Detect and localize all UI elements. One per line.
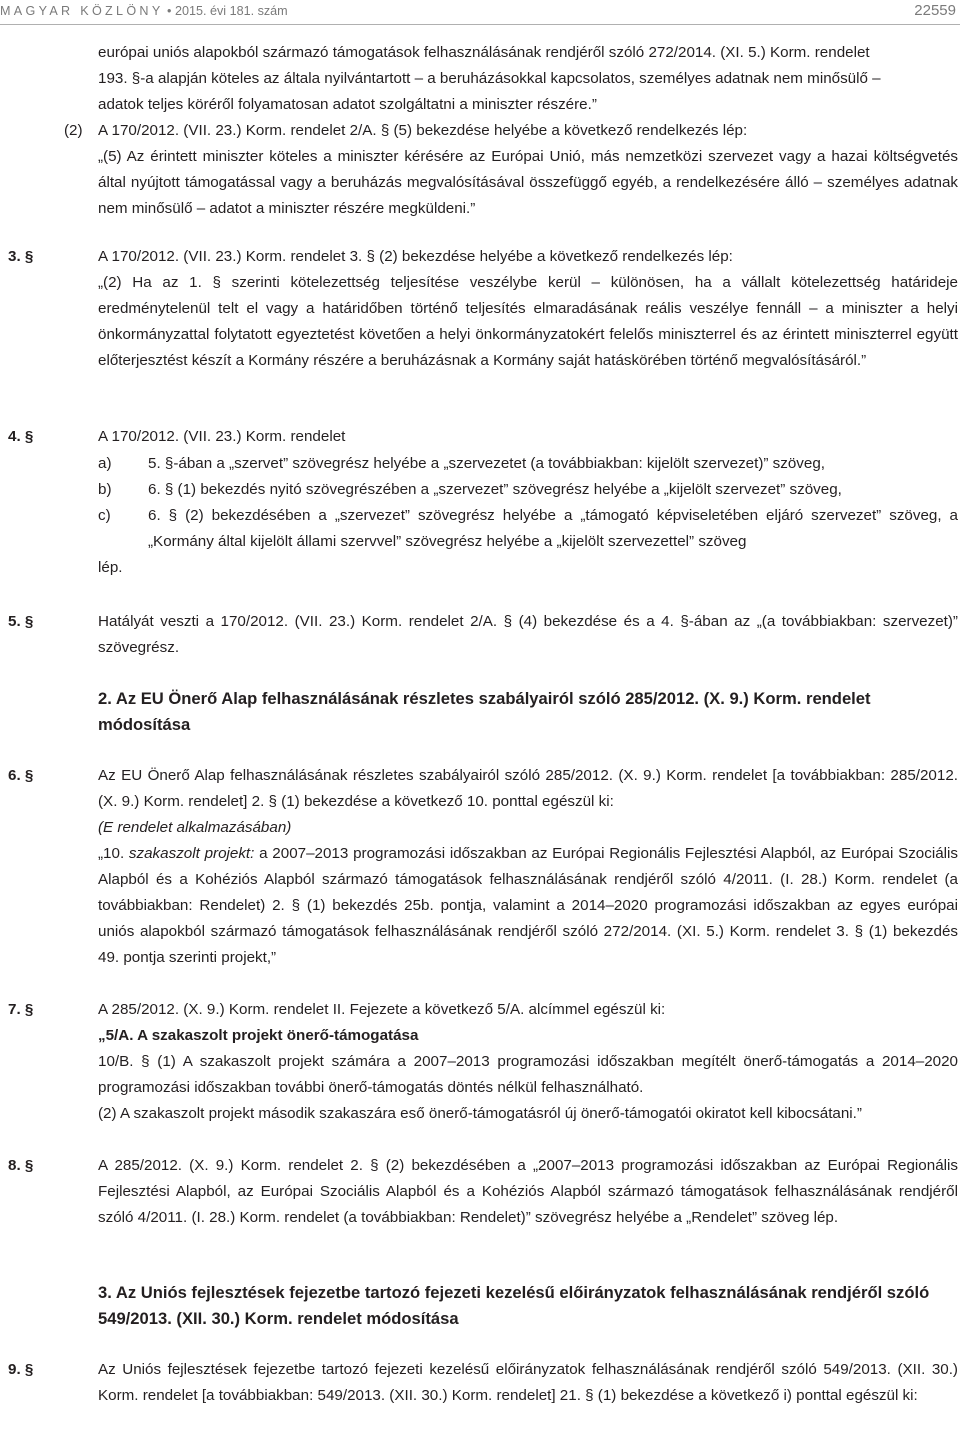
section-5-number: 5. § <box>8 613 34 630</box>
section-7-number: 7. § <box>8 1001 34 1018</box>
section-4-closing: lép. <box>98 559 123 576</box>
section-7-para2: (2) A szakaszolt projekt második szakaszára eső önerő-támogatásról új önerő-támogatói okiratot kell kibocsátani.” <box>98 1105 862 1122</box>
header-separator: • <box>163 4 175 18</box>
issue-info: 2015. évi 181. szám <box>174 4 288 18</box>
header-rule <box>0 24 960 25</box>
intro-continuation <box>98 40 958 118</box>
section-3-number: 3. § <box>8 248 34 265</box>
heading-3: 3. Az Uniós fejlesztések fejezetbe tartozó fejezeti kezelésű előirányzatok felhasználásának rendjéről szóló 549/2013. (XII. 30.) Korm. rendelet módosítása <box>98 1283 930 1328</box>
section-6-italic: (E rendelet alkalmazásában) <box>98 819 292 836</box>
item-text: 6. § (1) bekezdés nyitó szövegrészében a „szervezet” szövegrész helyébe a „kijelölt szervezet” szöveg, <box>148 481 842 498</box>
section-4-items <box>98 451 958 581</box>
para2-line: A 170/2012. (VII. 23.) Korm. rendelet 2/A. § (5) bekezdése helyébe a következő rendelkezés lép: <box>98 122 748 139</box>
list-item <box>98 477 958 503</box>
heading-2: 2. Az EU Önerő Alap felhasználásának részletes szabályairól szóló 285/2012. (X. 9.) Korm. rendelet módosítása <box>98 689 871 734</box>
item-letter: a) <box>98 455 112 472</box>
para2-quote: „(5) Az érintett miniszter köteles a miniszter kérésére az Európai Unió, más nemzetközi szervezet vagy a hazai költségvetés által nyújtott támogatással vagy a beruházás megvalósításával összefüggő egyéb, a rendelkezésére álló – személyes adatnak nem minősülő – adatot a miniszter részére megküldeni.” <box>98 148 958 217</box>
section-7-line: A 285/2012. (X. 9.) Korm. rendelet II. Fejezete a következő 5/A. alcímmel egészül ki: <box>98 1001 666 1018</box>
page-number: 22559 <box>914 2 956 19</box>
section-7-subtitle: „5/A. A szakaszolt projekt önerő-támogatása <box>98 1027 419 1044</box>
section-6-quote <box>98 841 958 971</box>
section-6-text: Az EU Önerő Alap felhasználásának részletes szabályairól szóló 285/2012. (X. 9.) Korm. rendelet [a továbbiakban: 285/2012. (X. 9.) Korm. rendelet] 2. § (1) bekezdése a következő 10. ponttal egészül ki: <box>98 767 958 810</box>
item-text: 5. §-ában a „szervet” szövegrész helyébe a „szervezetet (a továbbiakban: kijelölt szervezet)” szöveg, <box>148 455 826 472</box>
section-3-quote: „(2) Ha az 1. § szerinti kötelezettség teljesítése veszélybe kerül – különösen, ha a vállalt kötelezettség határideje eredménytelenül telt el vagy a határidőben történő teljesítés elmaradásának reális veszélye fennáll – a miniszter a helyi önkormányzattal folytatott egyeztetést követően a helyi önkormányzatokért felelős miniszterrel és az érintett miniszterrel együtt előterjesztést készít a Kormány részére a beruházásnak a Kormány saját hatáskörében történő megvalósításáról.” <box>98 274 958 369</box>
quote-rest: a 2007–2013 programozási időszakban az Európai Regionális Fejlesztési Alapból, az Európai Szociális Alapból és a Kohéziós Alapból származó támogatások felhasználásának rendjéről szóló 4/2011. (I. 28.) Korm. rendelet (a továbbiakban: Rendelet) 2. § (1) bekezdés 25b. pontja, valamint a 2014–2020 programozási időszakban az egyes európai uniós alapokból származó támogatások felhasználásának rendjéről szóló 272/2014. (XI. 5.) Korm. rendelet 3. § (1) bekezdés 49. pontja szerinti projekt,” <box>98 845 958 966</box>
item-letter: c) <box>98 507 111 524</box>
running-head <box>0 0 288 22</box>
list-item <box>98 451 958 477</box>
intro-line-3: adatok teljes köréről folyamatosan adatot szolgáltatni a miniszter részére.” <box>98 96 597 113</box>
page-header <box>0 0 960 24</box>
section-6-number: 6. § <box>8 767 34 784</box>
item-letter: b) <box>98 481 112 498</box>
section-4-line: A 170/2012. (VII. 23.) Korm. rendelet <box>98 428 346 445</box>
section-9-number: 9. § <box>8 1361 34 1378</box>
section-4-number: 4. § <box>8 428 34 445</box>
section-9-text: Az Uniós fejlesztések fejezetbe tartozó fejezeti kezelésű előirányzatok felhasználásának rendjéről szóló 549/2013. (XII. 30.) Korm. rendelet [a továbbiakban: 549/2013. (XII. 30.) Korm. rendelet] 21. § (1) bekezdése a következő i) ponttal egészül ki: <box>98 1361 958 1404</box>
intro-line-1: európai uniós alapokból származó támogatások felhasználásának rendjéről szóló 272/2014. (XI. 5.) Korm. rendelet <box>98 44 870 61</box>
quote-term: szakaszolt projekt: <box>128 845 255 862</box>
list-item <box>98 503 958 555</box>
journal-title: MAGYAR KÖZLÖNY <box>0 4 164 18</box>
section-8-text: A 285/2012. (X. 9.) Korm. rendelet 2. § (2) bekezdésében a „2007–2013 programozási időszakban az Európai Regionális Fejlesztési Alapból, az Európai Szociális Alapból és a Kohéziós Alapból származó támogatások felhasználásának rendjéről szóló 4/2011. (I. 28.) Korm. rendelet (a továbbiakban: Rendelet)” szövegrész helyébe a „Rendelet” szöveg lép. <box>98 1157 958 1226</box>
section-5-text: Hatályát veszti a 170/2012. (VII. 23.) Korm. rendelet 2/A. § (4) bekezdése és a 4. §-ában az „(a továbbiakban: szervezet)” szövegrész. <box>98 613 958 656</box>
para2-label: (2) <box>64 122 83 139</box>
section-7-para1: 10/B. § (1) A szakaszolt projekt számára a 2007–2013 programozási időszakban megítélt önerő-támogatás a 2014–2020 programozási időszakban további önerő-támogatás döntés nélkül felhasználható. <box>98 1053 958 1096</box>
intro-line-2: 193. §-a alapján köteles az általa nyilvántartott – a beruházásokkal kapcsolatos, személyes adatnak nem minősülő – <box>98 70 881 87</box>
section-3-line: A 170/2012. (VII. 23.) Korm. rendelet 3. § (2) bekezdése helyébe a következő rendelkezés lép: <box>98 248 733 265</box>
item-text: 6. § (2) bekezdésében a „szervezet” szövegrész helyébe a „támogató képviseletében eljáró szervezet” szöveg, a „Kormány által kijelölt állami szervvel” szövegrész helyébe a „kijelölt szervezettel” szöveg <box>148 507 958 550</box>
quote-prefix: „10. <box>98 845 129 862</box>
section-8-number: 8. § <box>8 1157 34 1174</box>
